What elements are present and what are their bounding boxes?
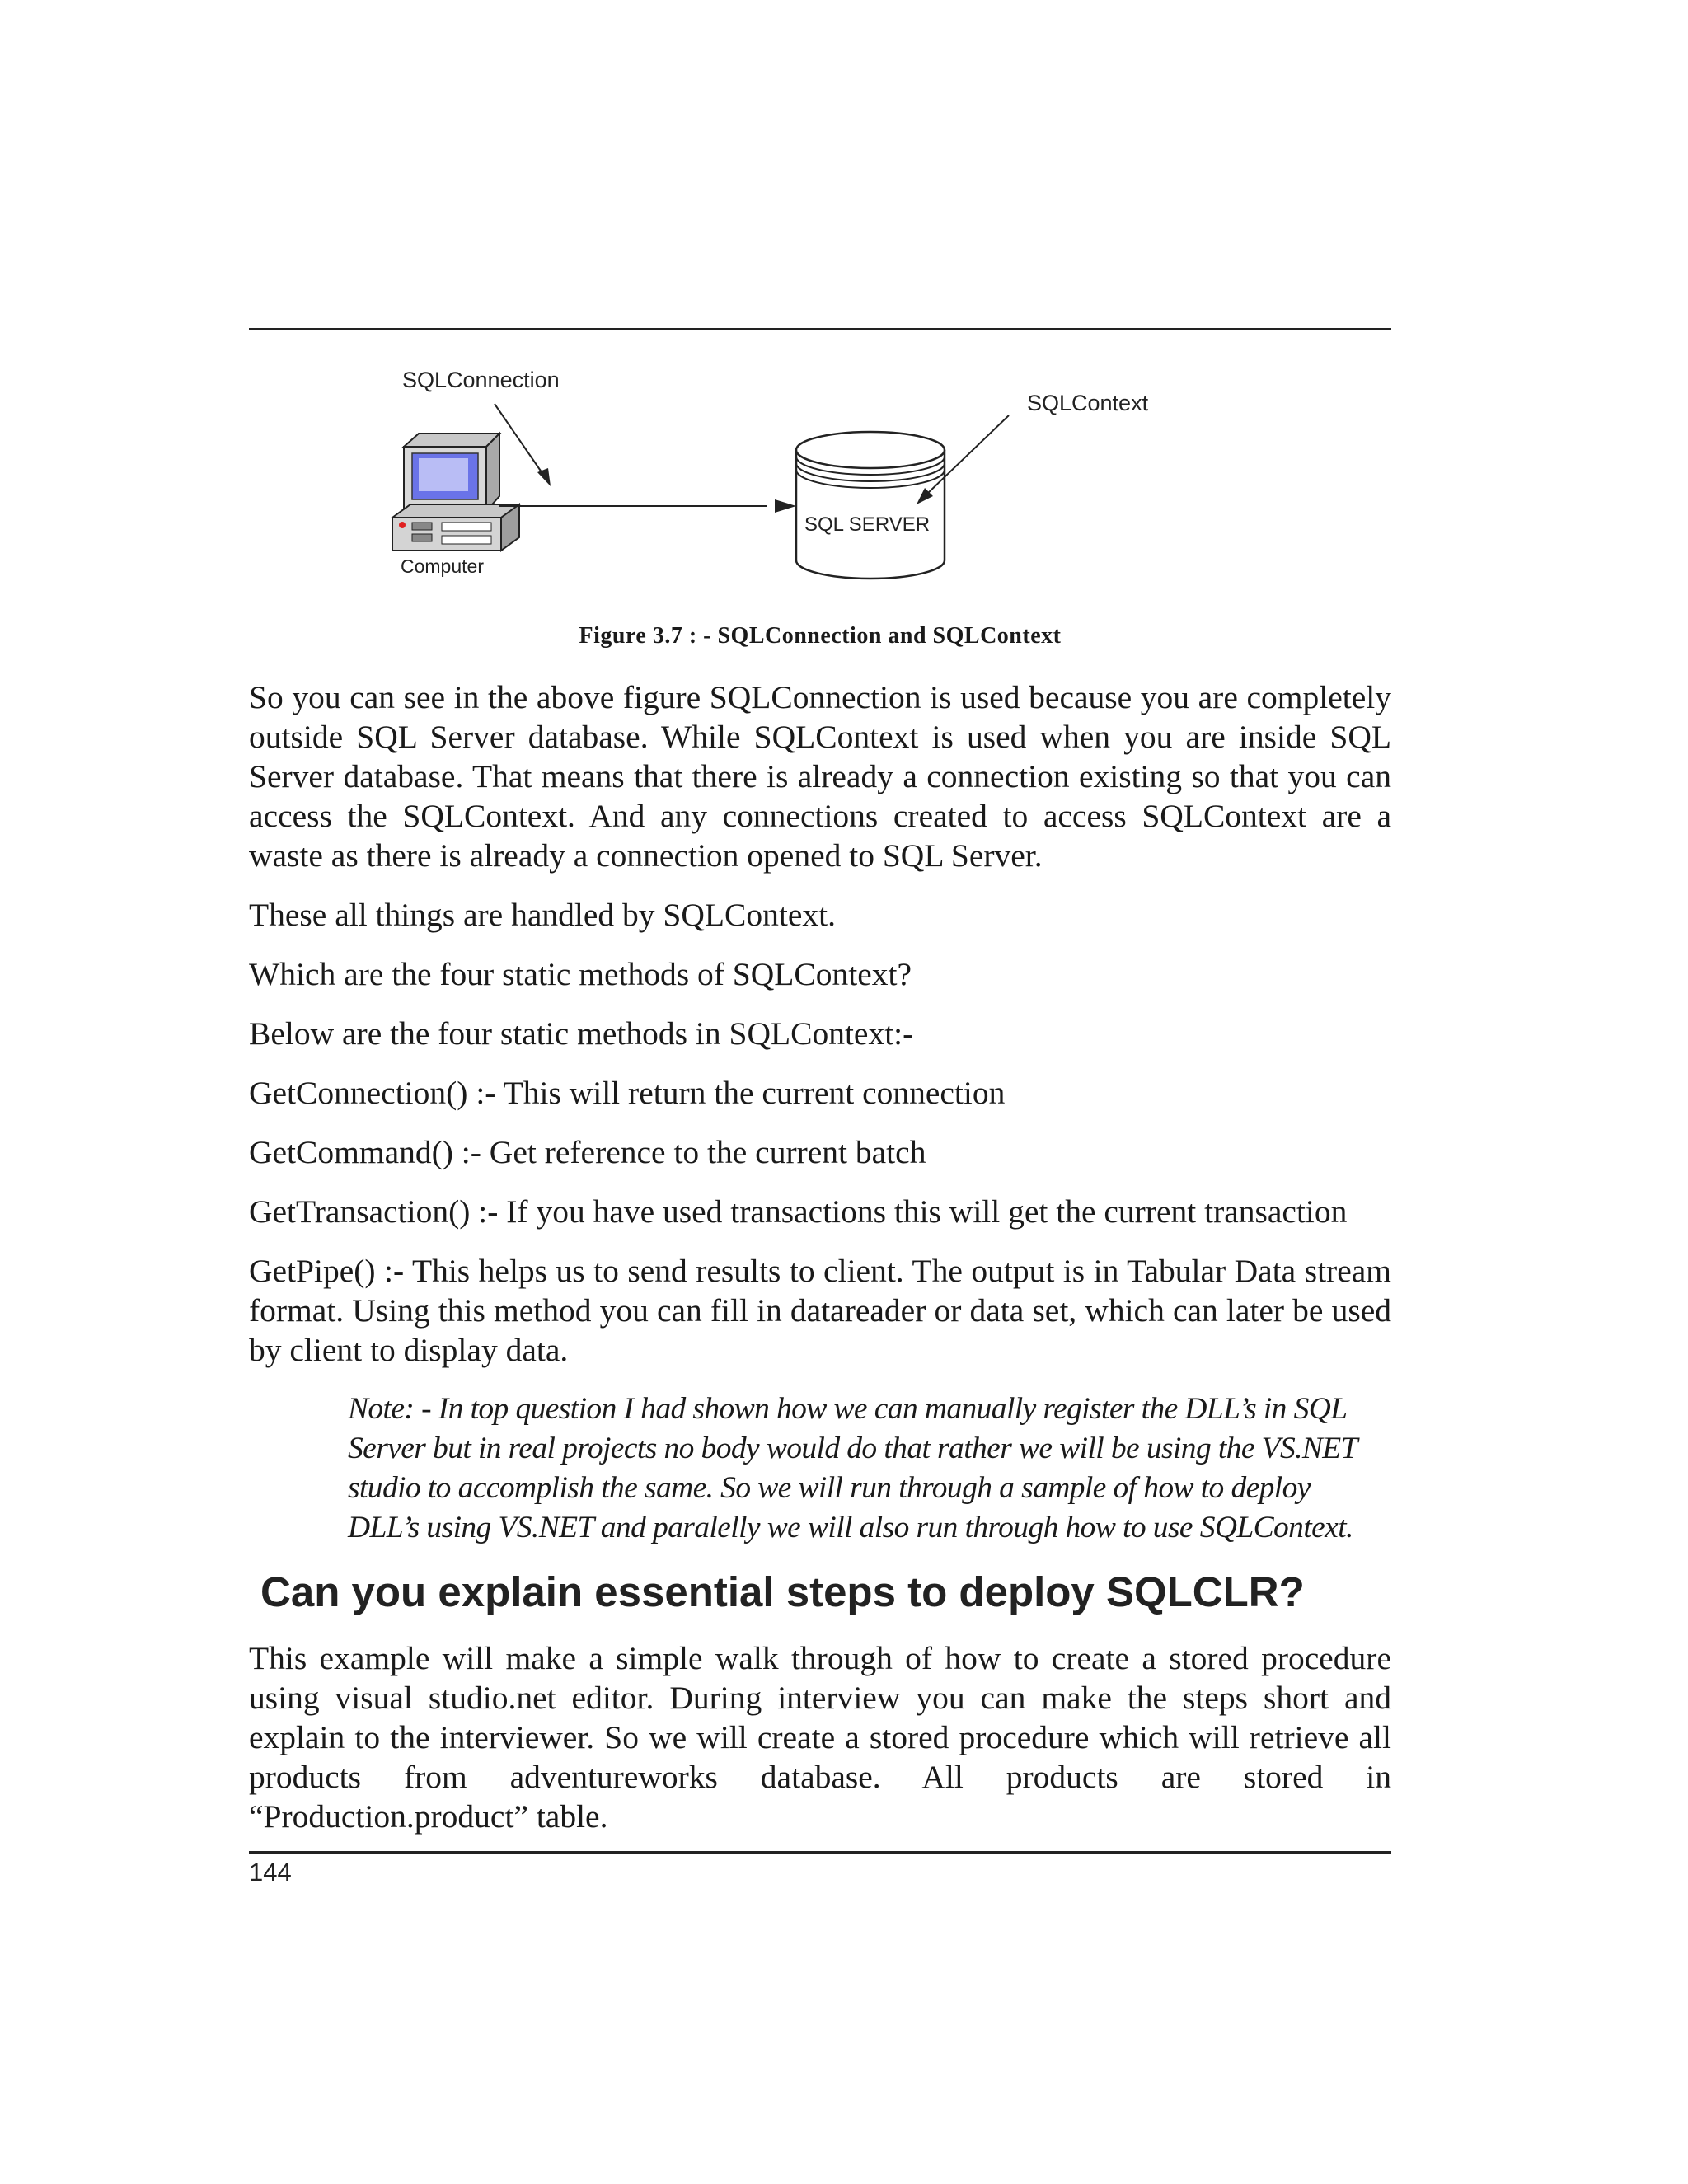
- sqlconnection-label: SQLConnection: [402, 368, 560, 392]
- question-static-methods: Which are the four static methods of SQLContext?: [249, 956, 912, 992]
- sqlcontext-label: SQLContext: [1027, 391, 1149, 415]
- paragraph-sqlconnection-vs-sqlcontext: So you can see in the above figure SQLConnection is used because you are completely outside SQL Server database. While SQLContext is used when you are inside SQL Server database. That means that there is already a connection existing so that you can access the SQLContext. And any connections created to access SQLContext are a waste as there is already a connection opened to SQL Server.: [249, 679, 1391, 874]
- computer-label: Computer: [401, 555, 484, 577]
- paragraph-methods-intro: Below are the four static methods in SQLContext:-: [249, 1015, 914, 1052]
- top-rule: [249, 328, 1391, 330]
- page-number: 144: [249, 1858, 292, 1886]
- bottom-rule: [249, 1851, 1391, 1854]
- figure-caption: Figure 3.7 : - SQLConnection and SQLContext: [579, 623, 1062, 649]
- note-paragraph: Note: - In top question I had shown how we can manually register the DLL’s in SQL Server but in real projects no body would do that rather we will be using the VS.NET studio to accomplish the same. So we will run through a sample of how to deploy DLL’s using VS.NET and paralelly we will also run through how to use SQLContext.: [348, 1392, 1357, 1544]
- paragraph-walkthrough: This example will make a simple walk through of how to create a stored procedure using visual studio.net editor. During interview you can make the steps short and explain to the interviewer. So we will create a stored procedure which will retrieve all products from adventureworks database. All products are stored in “Production.product” table.: [249, 1640, 1391, 1835]
- method-gettransaction: GetTransaction() :- If you have used transactions this will get the current transaction: [249, 1193, 1348, 1230]
- method-getpipe: GetPipe() :- This helps us to send results to client. The output is in Tabular Data stream format. Using this method you can fill in datareader or data set, which can later be used by client to display data.: [249, 1253, 1391, 1368]
- sqlconnection-sqlcontext-diagram: [363, 354, 1187, 593]
- database-icon: [796, 432, 945, 579]
- method-getconnection: GetConnection() :- This will return the current connection: [249, 1075, 1006, 1111]
- method-getcommand: GetCommand() :- Get reference to the current batch: [249, 1134, 926, 1170]
- connection-arrow: [499, 499, 796, 513]
- paragraph-handled-by: These all things are handled by SQLContext.: [249, 897, 836, 933]
- section-heading: Can you explain essential steps to deploy SQLCLR?: [260, 1568, 1305, 1615]
- sql-server-label: SQL SERVER: [804, 513, 931, 536]
- computer-icon: [392, 434, 519, 551]
- body-content: [249, 677, 1391, 1856]
- sqlconnection-pointer-arrow: [495, 404, 551, 486]
